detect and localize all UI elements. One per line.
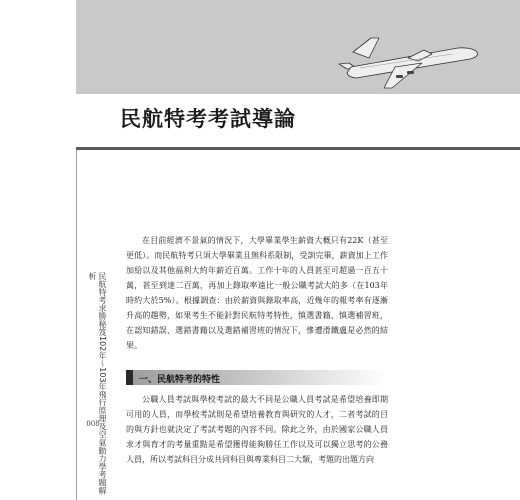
- page-number: 008: [86, 420, 100, 428]
- intro-paragraph: 在目前經濟不景氣的情況下，大學畢業學生薪資大概只有22K（甚至更低）。而民航特考只須大學畢業且無科系限制，受訓完畢，薪資加上工作加給以及其他福利大約年薪近百萬。工作十年的人員甚至可超過一百五十萬，甚至到達二百萬，再加上錄取率遠比一般公職考試大的多（在103年時約大於5%）。根據調查：由於薪資與錄取率高，近幾年的報考率有逐漸升高的趨勢，如果考生不能針對民航特考特性，慎選書籍、慎選補習班，在認知錯誤、選錯書籍以及選錯補習班的情況下，慘遭滑鐵盧是必然的結果。: [126, 236, 388, 350]
- section-heading-label: 一、民航特考的特性: [139, 375, 221, 385]
- section-heading-accent: [126, 370, 133, 385]
- running-header: 民航特考求勝秘笈102年～103年飛行原理及空氣動力學考題解析: [88, 272, 107, 495]
- title-rule: [76, 147, 520, 150]
- section-paragraph: 公職人員考試與學校考試的最大不同是公職人員考試是希望培養即期可用的人員，而學校考試則是希望培養教育與研究的人才，二者考試的目的與方針也就決定了考試考題的內容不同。除此之外，由於國家公職人員求才與育才的考量重點是希望獲得能夠勝任工作以及可以獨立思考的公務人員，所以考試科目分成共同科目與專業科目二大類，考題的出題方向: [126, 395, 388, 464]
- side-rule: [76, 150, 77, 500]
- page-title: 民航特考考試導論: [120, 107, 296, 131]
- section-heading: [126, 370, 388, 385]
- header-band: [76, 0, 520, 94]
